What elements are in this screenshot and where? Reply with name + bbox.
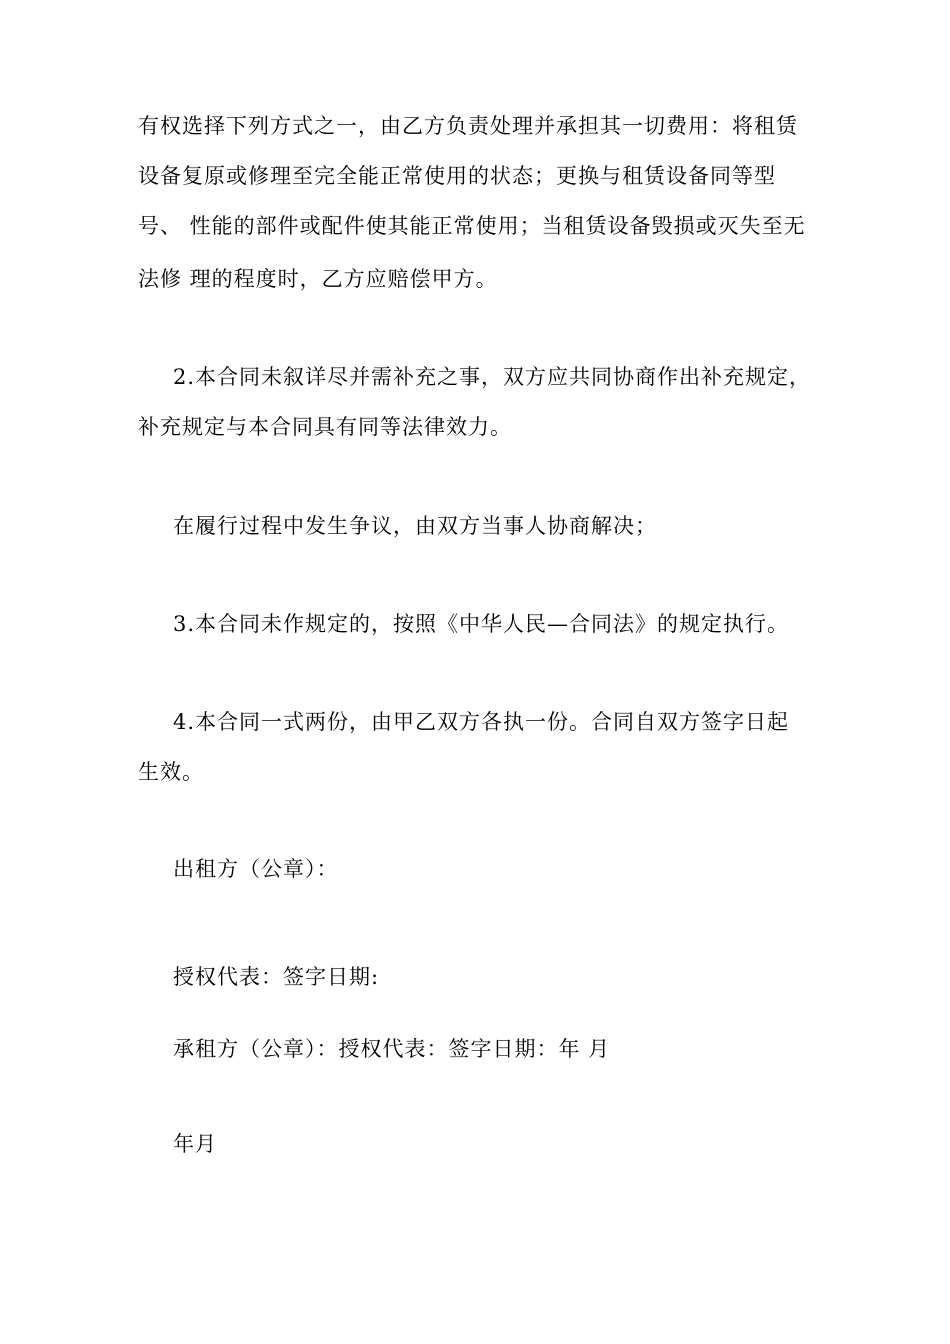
lessor-representative-line: 授权代表：签字日期: — [173, 965, 380, 989]
paragraph-1-line-3: 号、 性能的部件或配件使其能正常使用；当租赁设备毁损或灭失至无 — [138, 214, 806, 238]
clause-2-line-2: 补充规定与本合同具有同等法律效力。 — [138, 415, 512, 439]
paragraph-1-line-1: 有权选择下列方式之一，由乙方负责处理并承担其一切费用：将租赁 — [138, 114, 798, 138]
date-line: 年月 — [173, 1132, 217, 1156]
paragraph-1-line-4: 法修 理的程度时，乙方应赔偿甲方。 — [138, 267, 498, 291]
paragraph-1-line-2: 设备复原或修理至完全能正常使用的状态；更换与租赁设备同等型 — [138, 164, 776, 188]
lessee-signature-line: 承租方（公章）：授权代表：签字日期：年 月 — [173, 1037, 611, 1061]
clause-4-line-2: 生效。 — [138, 760, 204, 784]
clause-3-line: 3.本合同未作规定的，按照《中华人民—合同法》的规定执行。 — [173, 612, 790, 636]
dispute-resolution-line: 在履行过程中发生争议，由双方当事人协商解决； — [173, 514, 657, 538]
clause-2-line-1: 2.本合同未叙详尽并需补充之事，双方应共同协商作出补充规定， — [173, 365, 812, 389]
clause-4-line-1: 4.本合同一式两份，由甲乙双方各执一份。合同自双方签字日起 — [173, 710, 790, 734]
lessor-seal-line: 出租方（公章）： — [173, 857, 339, 881]
